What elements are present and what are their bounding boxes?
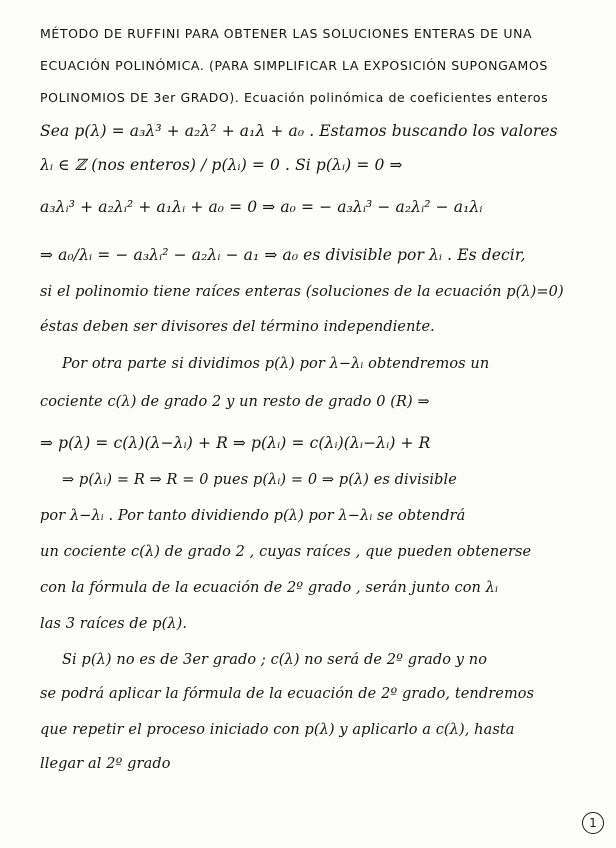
handwritten-line: ⇒ a₀/λᵢ = − a₃λᵢ² − a₂λᵢ − a₁ ⇒ a₀ es divisible por λᵢ . Es decir, <box>40 246 526 264</box>
handwritten-line: las 3 raíces de p(λ). <box>40 616 188 632</box>
handwritten-line: por λ−λᵢ . Por tanto dividiendo p(λ) por λ−λᵢ se obtendrá <box>40 508 466 524</box>
handwritten-line: éstas deben ser divisores del término independiente. <box>40 319 435 335</box>
handwritten-line: se podrá aplicar la fórmula de la ecuación de 2º grado, tendremos <box>40 686 535 702</box>
handwritten-line: si el polinomio tiene raíces enteras (soluciones de la ecuación p(λ)=0) <box>40 284 564 300</box>
handwritten-line: Si p(λ) no es de 3er grado ; c(λ) no será de 2º grado y no <box>62 652 488 668</box>
handwritten-line: Sea p(λ) = a₃λ³ + a₂λ² + a₁λ + a₀ . Estamos buscando los valores <box>40 122 558 140</box>
handwritten-line: a₃λᵢ³ + a₂λᵢ² + a₁λᵢ + a₀ = 0 ⇒ a₀ = − a₃λᵢ³ − a₂λᵢ² − a₁λᵢ <box>40 198 483 216</box>
handwritten-line: ECUACIÓN POLINÓMICA. (PARA SIMPLIFICAR LA EXPOSICIÓN SUPONGAMOS <box>40 58 548 73</box>
handwritten-line: llegar al 2º grado <box>40 756 171 772</box>
handwritten-line: POLINOMIOS DE 3er GRADO). Ecuación polinómica de coeficientes enteros <box>40 90 549 105</box>
handwritten-line: un cociente c(λ) de grado 2 , cuyas raíces , que pueden obtenerse <box>40 544 532 560</box>
handwritten-line: que repetir el proceso iniciado con p(λ) y aplicarlo a c(λ), hasta <box>40 722 515 738</box>
handwritten-line: MÉTODO DE RUFFINI PARA OBTENER LAS SOLUCIONES ENTERAS DE UNA <box>40 26 533 41</box>
handwritten-line: ⇒ p(λ) = c(λ)(λ−λᵢ) + R ⇒ p(λᵢ) = c(λᵢ)(λᵢ−λᵢ) + R <box>40 434 431 452</box>
handwritten-line: λᵢ ∈ ℤ (nos enteros) / p(λᵢ) = 0 . Si p(λᵢ) = 0 ⇒ <box>40 156 403 174</box>
handwritten-line: Por otra parte si dividimos p(λ) por λ−λᵢ obtendremos un <box>62 356 490 372</box>
page-number: 1 <box>582 812 604 834</box>
handwritten-line: con la fórmula de la ecuación de 2º grado , serán junto con λᵢ <box>40 580 498 596</box>
handwritten-line: cociente c(λ) de grado 2 y un resto de grado 0 (R) ⇒ <box>40 394 430 410</box>
handwritten-line: ⇒ p(λᵢ) = R ⇒ R = 0 pues p(λᵢ) = 0 ⇒ p(λ) es divisible <box>62 472 457 488</box>
